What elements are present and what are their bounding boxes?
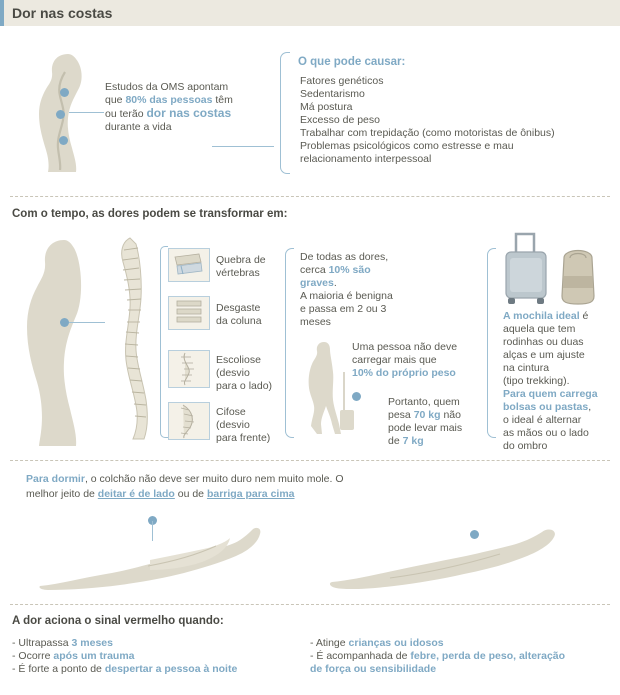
intro-line-3-highlight: dor nas costas bbox=[146, 106, 232, 120]
intro-line-1: Estudos da OMS apontam bbox=[105, 81, 229, 93]
severity-line-1: De todas as dores, bbox=[300, 251, 389, 263]
backpack-line-9: o ideal é alternar bbox=[503, 414, 582, 426]
backpack-text bbox=[503, 310, 613, 453]
cause-item-3: Excesso de peso bbox=[300, 114, 380, 126]
condition-label-1 bbox=[216, 302, 262, 328]
spine-profile-silhouette-2 bbox=[14, 232, 114, 447]
sleep-underline-1: deitar é de lado bbox=[97, 488, 175, 500]
conditions-bracket bbox=[160, 246, 168, 438]
causes-bracket bbox=[280, 52, 290, 174]
weight-text bbox=[352, 341, 467, 380]
sleep-line-2-pre: melhor jeito de bbox=[26, 488, 98, 500]
condition-label-2 bbox=[216, 354, 272, 393]
flag-left-2-pre: - É forte a ponto de bbox=[12, 663, 105, 675]
walking-person-with-luggage bbox=[300, 338, 356, 438]
condition-3-line2: (desvio bbox=[216, 419, 250, 431]
sleeping-figure-supine bbox=[320, 522, 570, 592]
condition-thumb-3 bbox=[168, 402, 210, 440]
condition-3-line1: Cifose bbox=[216, 406, 246, 418]
intro-line-2-pre: que bbox=[105, 94, 126, 106]
weight-line-5-post: não bbox=[440, 409, 461, 421]
condition-label-3 bbox=[216, 406, 270, 445]
red-flags-left bbox=[12, 637, 302, 676]
severity-line-3: A maioria é benigna bbox=[300, 290, 393, 302]
divider-3 bbox=[10, 604, 610, 605]
weight-text-2 bbox=[388, 396, 483, 448]
spine-dot-4 bbox=[60, 318, 69, 327]
backpack-line-6: (tipo trekking). bbox=[503, 375, 570, 387]
backpack-line-8-highlight: bolsas ou pastas bbox=[503, 401, 589, 413]
weight-line-4: Portanto, quem bbox=[388, 396, 460, 408]
condition-2-line1: Escoliose bbox=[216, 354, 261, 366]
leader-line-2 bbox=[212, 146, 274, 147]
spine-profile-silhouette-1 bbox=[24, 48, 114, 173]
sleep-line-1-highlight: Para dormir bbox=[26, 473, 85, 485]
flag-right-1-highlight: febre, perda de peso, alteração bbox=[410, 650, 566, 662]
backpack-line-4: alças e um ajuste bbox=[503, 349, 585, 361]
condition-2-line2: (desvio bbox=[216, 367, 250, 379]
condition-1-line1: Desgaste bbox=[216, 302, 261, 314]
weight-line-5-pre: pesa bbox=[388, 409, 414, 421]
sleep-underline-2: barriga para cima bbox=[206, 488, 295, 500]
backpack-bracket bbox=[487, 248, 496, 438]
causes-title: O que pode causar: bbox=[298, 56, 406, 68]
divider-1 bbox=[10, 196, 610, 197]
flag-right-0-highlight: crianças ou idosos bbox=[348, 637, 444, 649]
condition-3-line3: para frente) bbox=[216, 432, 271, 444]
condition-thumb-1 bbox=[168, 296, 210, 330]
condition-2-line3: para o lado) bbox=[216, 380, 273, 392]
backpack-line-7-highlight: Para quem carrega bbox=[503, 388, 598, 400]
flag-right-1-pre: - É acompanhada de bbox=[310, 650, 411, 662]
severity-line-2-highlight: 10% são graves bbox=[300, 264, 371, 289]
spine-dot-2 bbox=[56, 110, 65, 119]
backpack-line-5: na cintura bbox=[503, 362, 550, 374]
rolling-suitcase-illustration bbox=[500, 228, 552, 306]
severity-line-4: e passa em 2 ou 3 bbox=[300, 303, 387, 315]
cause-item-0: Fatores genéticos bbox=[300, 75, 384, 87]
causes-list bbox=[300, 75, 600, 166]
cause-item-5: Problemas psicológicos como estresse e mau bbox=[300, 140, 514, 152]
condition-1-line2: da coluna bbox=[216, 315, 262, 327]
severity-line-5: meses bbox=[300, 316, 331, 328]
severity-line-2-post: . bbox=[333, 277, 337, 289]
flag-left-0-pre: - Ultrapassa bbox=[12, 637, 72, 649]
flag-left-1-pre: - Ocorre bbox=[12, 650, 54, 662]
section4-heading: A dor aciona o sinal vermelho quando: bbox=[12, 615, 224, 627]
weight-line-1: Uma pessoa não deve bbox=[352, 341, 458, 353]
backpack-line-1-post: é bbox=[579, 310, 589, 322]
backpack-illustration bbox=[552, 244, 604, 306]
weight-dot bbox=[352, 392, 361, 401]
condition-thumb-0 bbox=[168, 248, 210, 282]
cause-item-2: Má postura bbox=[300, 101, 353, 113]
spine-dot-1 bbox=[60, 88, 69, 97]
weight-line-7-pre: de bbox=[388, 435, 403, 447]
weight-line-3-highlight: 10% do próprio peso bbox=[352, 367, 456, 379]
flag-right-0-pre: - Atinge bbox=[310, 637, 349, 649]
flag-left-0-highlight: 3 meses bbox=[71, 637, 113, 649]
severity-bracket bbox=[285, 248, 294, 438]
condition-thumb-2 bbox=[168, 350, 210, 388]
cause-item-4: Trabalhar com trepidação (como motoristas de ônibus) bbox=[300, 127, 555, 139]
weight-line-2: carregar mais que bbox=[352, 354, 437, 366]
severity-text bbox=[300, 251, 410, 329]
backpack-line-2: aquela que tem bbox=[503, 323, 576, 335]
condition-0-line1: Quebra de bbox=[216, 254, 266, 266]
page-title: Dor nas costas bbox=[12, 5, 113, 21]
intro-line-2-highlight: 80% das pessoas bbox=[125, 94, 213, 106]
sleep-text bbox=[26, 472, 446, 502]
title-bar bbox=[0, 0, 620, 26]
cause-item-6: relacionamento interpessoal bbox=[300, 153, 432, 165]
spine-dot-3 bbox=[59, 136, 68, 145]
condition-0-line2: vértebras bbox=[216, 267, 260, 279]
intro-line-4: durante a vida bbox=[105, 121, 172, 133]
severity-line-2-pre: cerca bbox=[300, 264, 329, 276]
title-accent-bar bbox=[0, 0, 4, 26]
intro-line-3-pre: ou terão bbox=[105, 108, 147, 120]
sleep-line-1-post: , o colchão não deve ser muito duro nem muito mole. O bbox=[84, 473, 344, 485]
flag-left-2-highlight: despertar a pessoa à noite bbox=[104, 663, 238, 675]
backpack-line-1-highlight: A mochila ideal bbox=[503, 310, 580, 322]
sleeping-figure-side bbox=[30, 520, 265, 592]
leader-line-1 bbox=[69, 112, 104, 113]
intro-paragraph bbox=[105, 81, 280, 134]
cause-item-1: Sedentarismo bbox=[300, 88, 365, 100]
flag-left-1-highlight: após um trauma bbox=[53, 650, 135, 662]
backpack-line-8-post: , bbox=[588, 401, 592, 413]
divider-2 bbox=[10, 460, 610, 461]
spine-column-illustration bbox=[104, 236, 160, 441]
sleep-line-2-mid: ou de bbox=[174, 488, 207, 500]
red-flags-right bbox=[310, 637, 610, 676]
weight-line-5-highlight: 70 kg bbox=[413, 409, 441, 421]
flag-right-2-highlight: de força ou sensibilidade bbox=[310, 663, 437, 675]
weight-line-7-highlight: 7 kg bbox=[402, 435, 424, 447]
section2-heading: Com o tempo, as dores podem se transformar em: bbox=[12, 208, 288, 220]
backpack-line-10: as mãos ou o lado bbox=[503, 427, 589, 439]
intro-line-2-post: têm bbox=[212, 94, 233, 106]
condition-label-0 bbox=[216, 254, 266, 280]
weight-line-6: pode levar mais bbox=[388, 422, 463, 434]
backpack-line-3: rodinhas ou duas bbox=[503, 336, 584, 348]
leader-line-3 bbox=[69, 322, 105, 323]
backpack-line-11: do ombro bbox=[503, 440, 548, 452]
